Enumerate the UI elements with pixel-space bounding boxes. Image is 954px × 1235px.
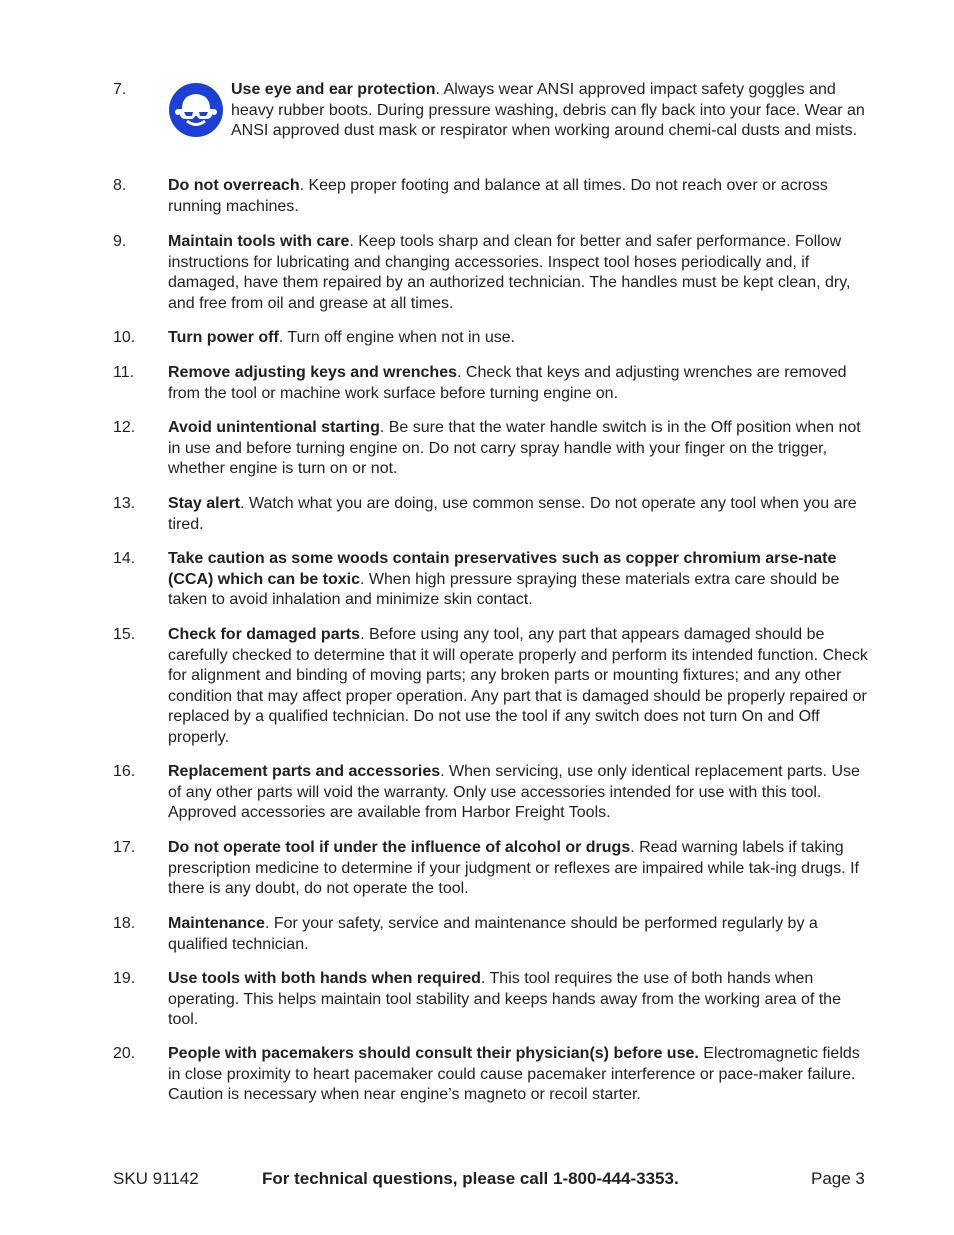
item-title-sep: .	[264, 915, 274, 932]
item-body: Keep proper footing and balance at all times. Do not reach over or across running machines.	[168, 177, 828, 215]
item-title-sep: .	[630, 839, 640, 856]
tech-support-phone: For technical questions, please call 1-800-444-3353.	[262, 1169, 679, 1188]
item-number: 13.	[113, 495, 136, 512]
item-title-sep: .	[240, 495, 249, 512]
item-title: Maintenance	[168, 915, 265, 932]
item-title-sep: .	[435, 81, 444, 98]
item-body: For your safety, service and maintenance should be performed regularly by a qualified technician.	[168, 915, 818, 953]
item-title: Do not operate tool if under the influence of alcohol or drugs	[168, 839, 631, 856]
item-text	[231, 80, 873, 142]
item-title: People with pacemakers should consult their physician(s) before use.	[168, 1045, 699, 1062]
item-text	[168, 494, 873, 535]
safety-goggles-icon	[168, 82, 224, 138]
page-number: Page 3	[811, 1169, 865, 1188]
item-title: Use eye and ear protection	[231, 81, 436, 98]
item-title: Maintain tools with care	[168, 233, 350, 250]
item-text	[168, 549, 873, 611]
item-body: Watch what you are doing, use common sense. Do not operate any tool when you are tired.	[168, 495, 857, 533]
item-text	[168, 762, 873, 824]
item-body: Keep tools sharp and clean for better and safer performance. Follow instructions for lubricating and changing accessories. Inspect tool hoses periodically and, if damaged, have them repaired by an authorized technician. The handles must be kept clean, dry, and free from oil and grease at all times.	[168, 233, 851, 312]
item-text	[168, 363, 873, 404]
item-title: Take caution as some woods contain preservatives such as copper chromium arse-nate (CCA) which can be toxic	[168, 550, 837, 588]
item-number: 7.	[113, 81, 127, 98]
item-number: 9.	[113, 233, 127, 250]
item-body: Before using any tool, any part that appears damaged should be carefully checked to determine that it will operate properly and perform its intended function. Check for alignment and binding of moving parts; any broken parts or mounting fixtures; and any other condition that may affect proper operation. Any part that is damaged should be properly repaired or replaced by a qualified technician. Do not use the tool if any switch does not turn On and Off properly.	[168, 626, 868, 746]
item-number: 17.	[113, 839, 136, 856]
item-body: Be sure that the water handle switch is in the Off position when not in use and before turning engine on. Do not carry spray handle with your finger on the trigger, whether engine is turn on or not.	[168, 419, 861, 478]
item-title-sep: .	[480, 970, 490, 987]
item-number: 8.	[113, 177, 127, 194]
item-number: 20.	[113, 1045, 136, 1062]
item-text	[168, 838, 873, 900]
item-text	[168, 176, 873, 217]
item-title: Do not overreach	[168, 177, 300, 194]
item-title: Check for damaged parts	[168, 626, 361, 643]
item-number: 14.	[113, 550, 136, 567]
item-number: 16.	[113, 763, 136, 780]
item-number: 11.	[113, 364, 135, 381]
item-text	[168, 914, 873, 955]
item-body: When high pressure spraying these materials extra care should be taken to avoid inhalation and minimize skin contact.	[168, 570, 840, 609]
item-body: This tool requires the use of both hands when operating. This helps maintain tool stability and keeps hands away from the working area of the tool.	[168, 970, 841, 1029]
item-body: Check that keys and adjusting wrenches are removed from the tool or machine work surface before turning engine on.	[168, 364, 847, 402]
item-title-sep: .	[278, 329, 284, 346]
item-title-sep: .	[440, 763, 450, 780]
item-title: Use tools with both hands when required	[168, 970, 481, 987]
item-title-sep: .	[360, 570, 365, 588]
item-text	[168, 1044, 873, 1106]
item-number: 19.	[113, 970, 136, 987]
item-title: Replacement parts and accessories	[168, 763, 441, 780]
item-title-sep: .	[299, 177, 309, 194]
item-title: Avoid unintentional starting	[168, 419, 380, 436]
item-number: 10.	[113, 329, 136, 346]
item-number: 12.	[113, 419, 136, 436]
item-body: Read warning labels if taking prescription medicine to determine if your judgment or reflexes are impaired while tak-ing drugs. If there is any doubt, do not operate the tool.	[168, 839, 859, 898]
item-number: 18.	[113, 915, 136, 932]
item-body: When servicing, use only identical replacement parts. Use of any other parts will void the warranty. Only use accessories intended for use with this tool. Approved accessories are available from Harbor Freight Tools.	[168, 763, 860, 822]
item-title: Stay alert	[168, 495, 241, 512]
item-text	[168, 328, 873, 349]
item-number: 15.	[113, 626, 136, 643]
item-title-sep: .	[379, 419, 389, 436]
item-title-sep: .	[360, 626, 369, 643]
item-body: Electromagnetic fields in close proximity to heart pacemaker could cause pacemaker interference or pace-maker failure. Caution is necessary when near engine’s magneto or recoil starter.	[168, 1045, 860, 1104]
item-title-sep: .	[349, 233, 359, 250]
item-body: Always wear ANSI approved impact safety goggles and heavy rubber boots. During pressure washing, debris can fly back into your face. Wear an ANSI approved dust mask or respirator when working around chemi-cal dusts and mists.	[231, 81, 865, 140]
item-title: Remove adjusting keys and wrenches	[168, 364, 457, 381]
sku-label: SKU 91142	[113, 1169, 199, 1188]
item-text	[168, 418, 873, 480]
item-text	[168, 625, 873, 749]
item-text	[168, 969, 873, 1031]
item-title: Turn power off	[168, 329, 279, 346]
item-title-sep: .	[457, 364, 466, 381]
item-text	[168, 232, 873, 314]
item-body: Turn off engine when not in use.	[283, 329, 516, 346]
